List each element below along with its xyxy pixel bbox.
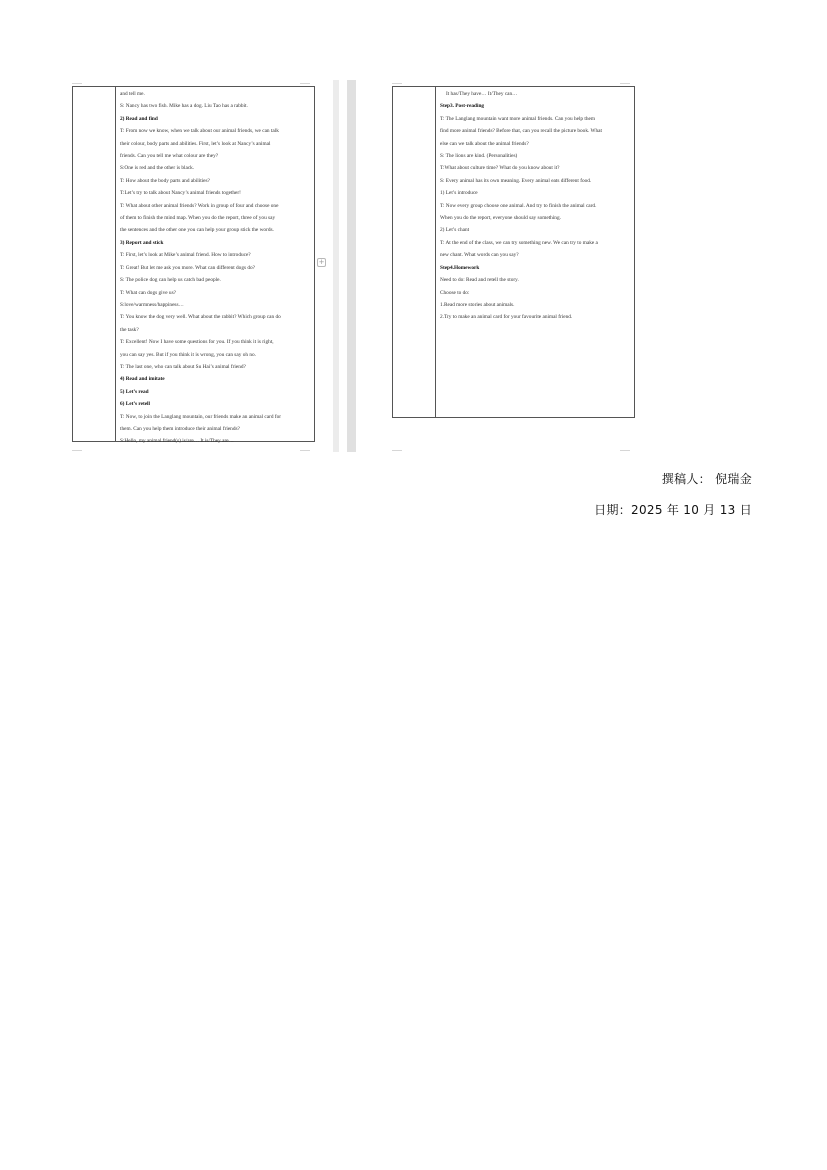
text-line: T: You know the dog very well. What about the rabbit? Which group can do	[120, 314, 281, 321]
corner-mark	[392, 83, 402, 84]
table-content-cell[interactable]	[116, 87, 314, 445]
text-line: Step4.Homework	[440, 264, 480, 271]
text-line: the sentences and the other one you can help your group stick the words.	[120, 227, 274, 234]
text-line: 1.Read more stories about animals.	[440, 301, 515, 308]
text-line: their colour, body parts and abilities. First, let’s look at Nancy’s animal	[120, 140, 271, 147]
text-line: of them to finish the mind map. When you do the report, three of you say	[120, 215, 276, 222]
add-row-button[interactable]: +	[318, 258, 325, 266]
text-line: T: First, let’s look at Mike’s animal friend. How to introduce?	[120, 252, 251, 259]
date-line: 日期：2025 年 10 月 13 日	[594, 503, 752, 517]
page-gutter	[347, 80, 356, 452]
text-line: It has/They have… It/They can…	[446, 91, 518, 97]
text-line: T:What about culture time? What do you know about it?	[440, 165, 560, 172]
text-line: new chant. What words can you say?	[440, 252, 519, 259]
text-line: else can we talk about the animal friends?	[440, 140, 529, 147]
text-line: 2) Let’s chant	[440, 227, 470, 234]
text-line: the task?	[120, 326, 139, 333]
text-line: 2) Read and find	[120, 115, 158, 122]
text-line: Need to do: Read and retell the story.	[440, 277, 519, 284]
text-line: T: What can dogs give us?	[120, 289, 176, 296]
text-line: S: The lions are kind. (Personalities)	[440, 153, 518, 160]
text-line: T: From now we know, when we talk about our animal friends, we can talk	[120, 128, 279, 135]
text-line: 2.Try to make an animal card for your favourite animal friend.	[440, 314, 573, 321]
text-line: T: The last one, who can talk about Su Hai’s animal friend?	[120, 363, 246, 370]
text-line: T: Now, to join the Langlang mountain, our friends make an animal card for	[120, 413, 282, 420]
page-gutter	[333, 80, 339, 452]
text-line: T: At the end of the class, we can try something new. We can try to make a	[440, 239, 598, 246]
text-line: find more animal friends? Before that, can you recall the picture book. What	[440, 128, 602, 135]
text-line: When you do the report, everyone should say something.	[440, 215, 561, 222]
corner-mark	[72, 83, 82, 84]
text-line: S:One is red and the other is black.	[120, 165, 195, 172]
text-line: 6) Let’s retell	[120, 401, 151, 408]
text-line: friends. Can you tell me what colour are they?	[120, 153, 219, 160]
text-line: S: Every animal has its own meaning. Every animal eats different food.	[440, 177, 592, 184]
text-line: S:Hello, my animal friend(s) is/are… It is/They are…	[120, 438, 234, 445]
text-line: Choose to do:	[440, 289, 470, 296]
text-line: T: Now every group choose one animal. And try to finish the animal card.	[440, 202, 597, 209]
text-line: 5) Let’s read	[120, 388, 149, 395]
text-line: them. Can you help them introduce their animal friends?	[120, 425, 240, 432]
text-line: T: Excellent! Now I have some questions for you. If you think it is right,	[120, 339, 274, 346]
corner-mark	[620, 450, 630, 451]
table-label-column	[73, 87, 116, 441]
text-line: Step3. Post-reading	[440, 103, 485, 110]
corner-mark	[300, 450, 310, 451]
text-line: you can say yes. But if you think it is wrong, you can say oh no.	[120, 351, 256, 358]
text-line: T: What about other animal friends? Work in group of four and choose one	[120, 202, 279, 209]
lesson-table-right	[392, 86, 635, 418]
text-line: T: Great! But let me ask you more. What can different dogs do?	[120, 264, 256, 271]
text-line: 4) Read and imitate	[120, 376, 165, 383]
corner-mark	[620, 83, 630, 84]
corner-mark	[300, 83, 310, 84]
text-line: and tell me.	[120, 91, 145, 97]
corner-mark	[72, 450, 82, 451]
text-line: S:love/warmness/happiness…	[120, 301, 184, 308]
corner-mark	[392, 450, 402, 451]
table-label-column	[393, 87, 436, 417]
text-line: T: The Langlang mountain want more animal friends. Can you help them	[440, 115, 595, 122]
text-line: T: How about the body parts and abilities?	[120, 177, 210, 184]
text-line: S: The police dog can help us catch bad people.	[120, 277, 221, 284]
text-line: T:Let’s try to talk about Nancy’s animal friends together!	[120, 190, 241, 197]
author-signature: 撰稿人： 倪瑞金	[661, 472, 752, 486]
text-line: 1) Let’s introduce	[440, 190, 478, 197]
text-line: 3) Report and stick	[120, 239, 164, 246]
lesson-table-left	[72, 86, 315, 445]
table-content-cell[interactable]	[436, 87, 634, 417]
text-line: S: Nancy has two fish. Mike has a dog. Liu Tao has a rabbit.	[120, 103, 248, 110]
